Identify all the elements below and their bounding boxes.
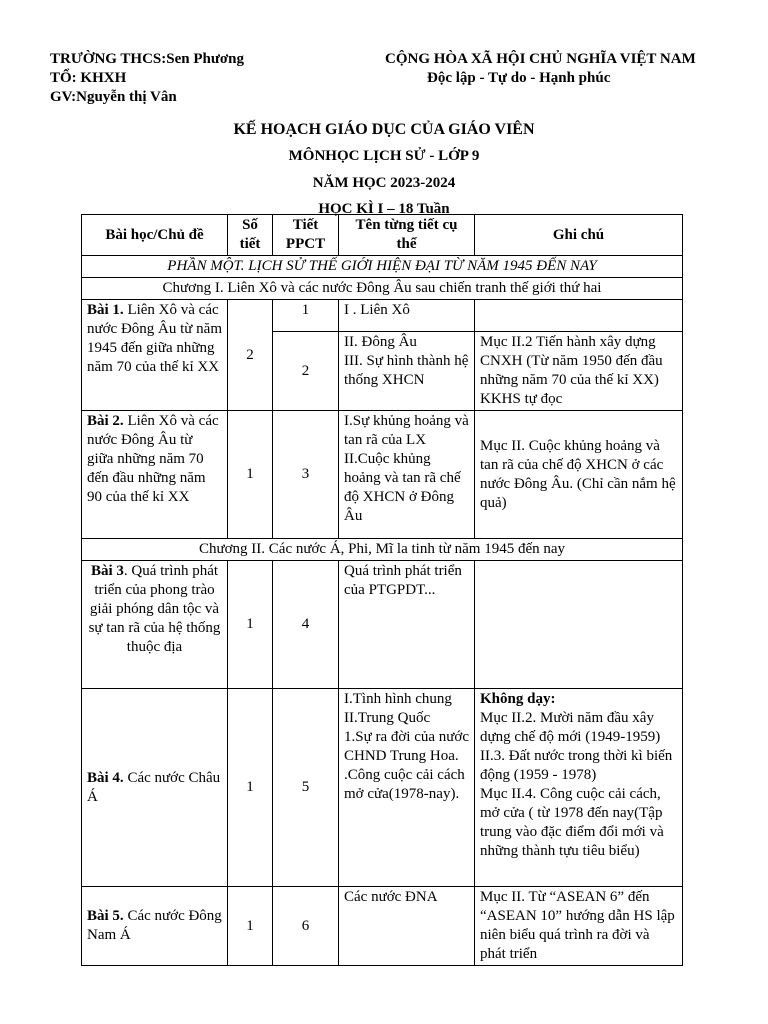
school-name: TRƯỜNG THCS:Sen Phương bbox=[50, 51, 245, 67]
ppct-cell: 2 bbox=[273, 332, 339, 411]
name-cell bbox=[339, 411, 475, 539]
header-count: Số tiết bbox=[228, 215, 273, 256]
name-cell bbox=[339, 689, 475, 887]
note-cell bbox=[475, 689, 683, 887]
ppct-cell: 6 bbox=[273, 887, 339, 966]
motto: Độc lập - Tự do - Hạnh phúc bbox=[427, 70, 611, 86]
group-name: TỔ: KHXH bbox=[50, 70, 127, 86]
header-right bbox=[385, 50, 745, 88]
ppct-cell: 3 bbox=[273, 411, 339, 539]
count-cell: 1 bbox=[228, 561, 273, 689]
name-line: III. Sự hình thành hệ thống XHCN bbox=[344, 353, 469, 388]
lesson-text: Liên Xô và các nước Đông Âu từ năm 1945 đến giữa những năm 70 của thế kỉ XX bbox=[87, 302, 223, 375]
title-semester: HỌC KÌ I – 18 Tuần bbox=[318, 201, 450, 217]
name-cell: Quá trình phát triển của PTGPDT... bbox=[339, 561, 475, 689]
note-line: II.3. Đất nước trong thời kì biến động (1959 - 1978) bbox=[480, 748, 673, 783]
teacher-name: GV:Nguyễn thị Vân bbox=[50, 89, 177, 105]
note-cell bbox=[475, 300, 683, 332]
name-cell: I . Liên Xô bbox=[339, 300, 475, 332]
lesson-label: Bài 3 bbox=[90, 563, 124, 579]
chapter-row bbox=[82, 278, 683, 300]
header-ppct: Tiết PPCT bbox=[273, 215, 339, 256]
name-line: I.Sự khủng hoảng và tan rã của LX bbox=[344, 413, 469, 448]
ppct-cell: 1 bbox=[273, 300, 339, 332]
part-row bbox=[82, 256, 683, 278]
table-row bbox=[82, 689, 683, 887]
table-header-row bbox=[82, 215, 683, 256]
table-row bbox=[82, 411, 683, 539]
lesson-cell bbox=[82, 561, 228, 689]
name-line: II.Trung Quốc bbox=[344, 710, 431, 726]
name-line: II. Đông Âu bbox=[344, 334, 417, 350]
title-year: NĂM HỌC 2023-2024 bbox=[312, 175, 456, 191]
document-titles bbox=[0, 116, 768, 219]
chapter-2-title: Chương II. Các nước Á, Phi, Mĩ la tinh từ năm 1945 đến nay bbox=[82, 539, 683, 561]
count-cell: 1 bbox=[228, 411, 273, 539]
lesson-text: Liên Xô và các nước Đông Âu từ giữa những năm 70 đến đầu những năm 90 của thế kỉ XX bbox=[87, 413, 219, 505]
lesson-label: Bài 1. bbox=[87, 302, 124, 318]
note-cell bbox=[475, 561, 683, 689]
note-cell: Mục II. Cuộc khủng hoảng và tan rã của chế độ XHCN ở các nước Đông Âu. (Chỉ cần nắm hệ quả) bbox=[475, 411, 683, 539]
ppct-cell: 4 bbox=[273, 561, 339, 689]
table-row bbox=[82, 887, 683, 966]
lesson-label: Bài 4. bbox=[87, 769, 124, 786]
name-line: II.Cuộc khủng hoảng và tan rã chế độ XHCN ở Đông Âu bbox=[344, 451, 461, 524]
lesson-text: Các nước Châu Á bbox=[87, 769, 221, 805]
country-name: CỘNG HÒA XÃ HỘI CHỦ NGHĨA VIỆT NAM bbox=[385, 51, 696, 67]
count-cell: 2 bbox=[228, 300, 273, 411]
table-row bbox=[82, 300, 683, 332]
header-left bbox=[50, 50, 244, 107]
name-line: 1.Sự ra đời của nước CHND Trung Hoa. .Công cuộc cải cách mở cửa(1978-nay). bbox=[344, 729, 470, 802]
lesson-cell bbox=[82, 689, 228, 887]
note-cell: Mục II.2 Tiến hành xây dựng CNXH (Từ năm 1950 đến đầu những năm 70 của thế kỉ XX) KKHS tự đọc bbox=[475, 332, 683, 411]
name-line: I.Tình hình chung bbox=[344, 691, 452, 707]
name-cell: Các nước ĐNA bbox=[339, 887, 475, 966]
count-cell: 1 bbox=[228, 887, 273, 966]
lesson-cell bbox=[82, 300, 228, 411]
header-note: Ghi chú bbox=[475, 215, 683, 256]
count-cell: 1 bbox=[228, 689, 273, 887]
note-line: Mục II.2. Mười năm đầu xây dựng chế độ mới (1949-1959) bbox=[480, 710, 661, 745]
note-cell: Mục II. Từ “ASEAN 6” đến “ASEAN 10” hướng dẫn HS lập niên biểu quá trình ra đời và phát triển bbox=[475, 887, 683, 966]
note-line: Mục II.4. Công cuộc cải cách, mở cửa ( từ 1978 đến nay(Tập trung vào đặc điểm đổi mới và những thành tựu tiêu biểu) bbox=[480, 786, 664, 859]
lesson-cell bbox=[82, 411, 228, 539]
title-plan: KẾ HOẠCH GIÁO DỤC CỦA GIÁO VIÊN bbox=[233, 121, 535, 138]
chapter-1-title: Chương I. Liên Xô và các nước Đông Âu sau chiến tranh thế giới thứ hai bbox=[82, 278, 683, 300]
header-lesson: Bài học/Chủ đề bbox=[82, 215, 228, 256]
chapter-row bbox=[82, 539, 683, 561]
name-cell bbox=[339, 332, 475, 411]
part-title: PHẦN MỘT. LỊCH SỬ THẾ GIỚI HIỆN ĐẠI TỪ NĂM 1945 ĐẾN NAY bbox=[82, 256, 683, 278]
lesson-text: . Quá trình phát triển của phong trào giải phóng dân tộc và sự tan rã của hệ thống thuộc địa bbox=[88, 563, 221, 655]
lesson-label: Bài 5. bbox=[87, 908, 124, 924]
plan-table bbox=[81, 214, 683, 966]
lesson-label: Bài 2. bbox=[87, 413, 124, 429]
title-subject: MÔNHỌC LỊCH SỬ - LỚP 9 bbox=[288, 148, 480, 164]
ppct-cell: 5 bbox=[273, 689, 339, 887]
header-name: Tên từng tiết cụ thể bbox=[339, 215, 475, 256]
lesson-cell bbox=[82, 887, 228, 966]
lesson-text: Các nước Đông Nam Á bbox=[87, 908, 222, 943]
note-title: Không dạy: bbox=[480, 691, 556, 707]
table-row bbox=[82, 561, 683, 689]
